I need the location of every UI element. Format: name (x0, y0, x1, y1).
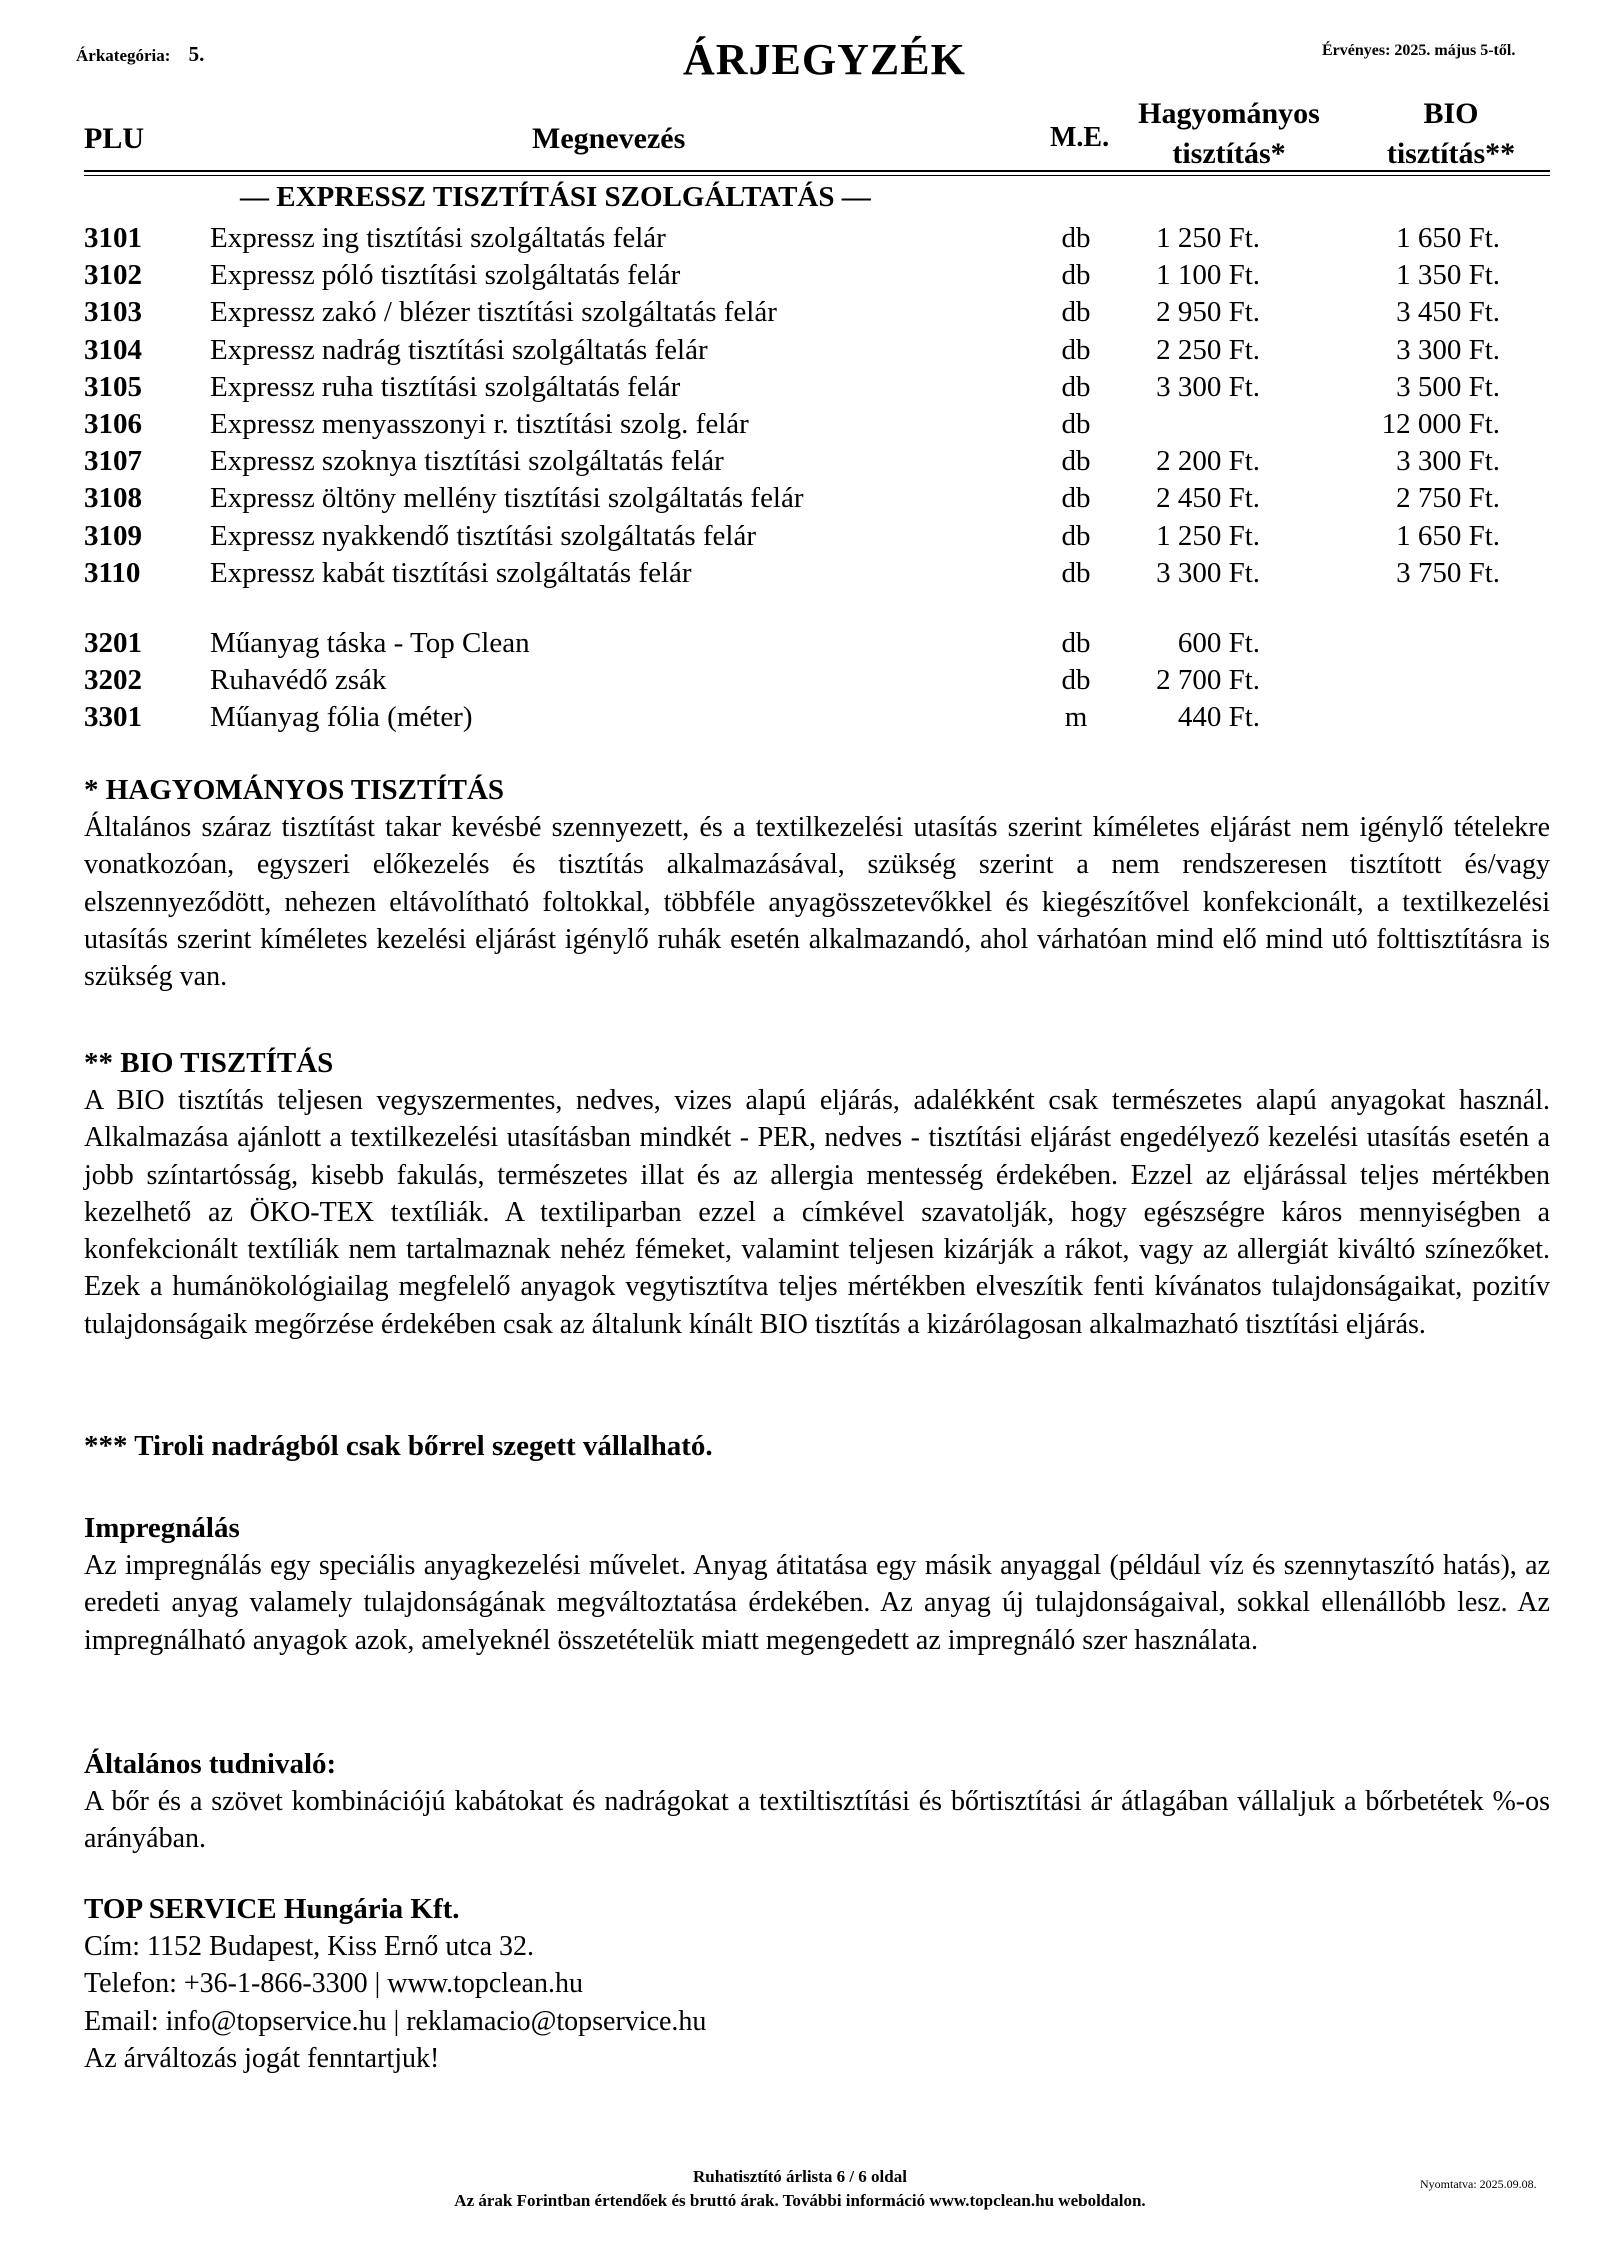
impregnation-text: Az impregnálás egy speciális anyagkezelési művelet. Anyag átitatása egy másik anyaggal (például víz és szennytaszító hatás), az eredeti anyag valamely tulajdonságának megváltoztatása érdekében. Az anyag új tulajdonságaival, sokkal ellenállóbb lesz. Az impregnálható anyagok azok, amelyeknél összetételük miatt megengedett az impregnáló szer használata. (84, 1550, 1550, 1656)
row-name: Expressz póló tisztítási szolgáltatás felár (210, 259, 681, 292)
traditional-note-title: * HAGYOMÁNYOS TISZTÍTÁS (84, 774, 505, 806)
row-name: Expressz zakó / blézer tisztítási szolgáltatás felár (210, 296, 777, 329)
bio-note-title: ** BIO TISZTÍTÁS (84, 1047, 334, 1079)
bio-note (84, 1045, 1550, 1343)
company-address: Cím: 1152 Budapest, Kiss Ernő utca 32. (84, 1931, 535, 1962)
company-email: Email: info@topservice.hu | reklamacio@topservice.hu (84, 2005, 707, 2037)
table-row (0, 257, 1600, 294)
row-name: Expressz menyasszonyi r. tisztítási szolg. felár (210, 407, 749, 440)
row-unit: db (1061, 519, 1091, 552)
price-table-accessories (0, 625, 1600, 737)
col-header-name: Megnevezés (532, 122, 686, 155)
row-bio-price: 1 650 Ft. (1396, 519, 1500, 552)
header-divider (84, 170, 1550, 172)
table-row (0, 662, 1600, 699)
col-header-bio-line2: tisztítás** (1386, 137, 1516, 170)
row-name: Expressz ing tisztítási szolgáltatás felár (210, 222, 666, 254)
traditional-note (84, 772, 1550, 995)
table-row (0, 369, 1600, 406)
row-plu: 3109 (84, 519, 142, 552)
general-title: Általános tudnivaló: (84, 1748, 337, 1780)
row-plu: 3105 (84, 370, 142, 403)
row-plu: 3103 (84, 296, 142, 329)
row-trad-price: 2 700 Ft. (1156, 664, 1260, 697)
row-unit: db (1061, 627, 1091, 659)
row-unit: db (1061, 222, 1091, 254)
table-row (0, 406, 1600, 443)
row-trad-price: 2 200 Ft. (1156, 445, 1260, 478)
row-bio-price: 3 450 Ft. (1396, 296, 1500, 329)
general-text: A bőr és a szövet kombinációjú kabátokat és nadrágokat a textiltisztítási és bőrtisztítási ár átlagában vállaljuk a bőrbetétek %-os arányában. (84, 1786, 1550, 1855)
row-name: Expressz ruha tisztítási szolgáltatás felár (210, 370, 681, 403)
price-category-label: Árkategória: (76, 46, 171, 65)
row-bio-price: 2 750 Ft. (1396, 482, 1500, 515)
bio-note-text: A BIO tisztítás teljesen vegyszermentes, nedves, vizes alapú eljárás, adalékként csak természetes alapú anyagokat használ. Alkalmazása ajánlott a textilkezelési utasításban mindkét - PER, nedves - tisztítási eljárást engedélyező kezelési utasítás esetén a jobb színtartósság, kisebb fakulás, természetes illat és az allergia mentesség érdekében. Ezzel az eljárással teljes mértékben kezelhető az ÖKO-TEX textíliák. A textiliparban ezzel a címkével szavatolják, hogy egészségre káros mennyiségben a konfekcionált textíliák nem tartalmaznak nehéz fémeket, valamint teljesen kizárják a rákot, vagy az allergiát kiváltó színezőket. Ezek a humánökológiailag megfelelő anyagok vegytisztítva teljes mértékben elveszítik fenti kívánatos tulajdonságaikat, pozitív tulajdonságaik megőrzése érdekében csak az általunk kínált BIO tisztítás a kizárólagosan alkalmazható tisztítási eljárás. (84, 1085, 1550, 1340)
row-name: Expressz szoknya tisztítási szolgáltatás felár (210, 445, 724, 478)
row-unit: db (1061, 259, 1091, 292)
row-trad-price: 2 950 Ft. (1156, 296, 1260, 329)
row-trad-price: 1 250 Ft. (1156, 222, 1260, 254)
row-bio-price: 3 750 Ft. (1396, 556, 1500, 589)
row-trad-price: 3 300 Ft. (1156, 556, 1260, 589)
row-bio-price: 1 650 Ft. (1396, 222, 1500, 254)
row-unit: db (1061, 556, 1091, 589)
row-plu: 3101 (84, 222, 142, 254)
table-row (0, 699, 1600, 736)
footer-info: Az árak Forintban értendőek és bruttó árak. További információ www.topclean.hu weboldalon. (454, 2191, 1146, 2210)
row-unit: db (1061, 407, 1091, 440)
row-trad-price: 1 250 Ft. (1156, 519, 1260, 552)
row-unit: db (1061, 445, 1091, 478)
row-unit: db (1061, 664, 1091, 697)
company-phone: Telefon: +36-1-866-3300 | www.topclean.hu (84, 1968, 583, 2000)
page-header (0, 0, 1600, 100)
row-trad-price: 440 Ft. (1177, 701, 1260, 734)
printed-date: Nyomtatva: 2025.09.08. (1420, 2177, 1537, 2191)
row-plu: 3106 (84, 407, 142, 440)
footer-page-number: Ruhatisztító árlista 6 / 6 oldal (693, 2167, 907, 2186)
row-trad-price: 600 Ft. (1177, 627, 1260, 659)
row-name: Műanyag táska - Top Clean (210, 627, 530, 659)
row-plu: 3110 (84, 556, 141, 589)
traditional-note-text: Általános száraz tisztítást takar kevésbé szennyezett, és a textilkezelési utasítás szerint kíméletes eljárást nem igénylő tételekre vonatkozóan, egyszeri előkezelés és tisztítás alkalmazásával, szükség szerint a nem rendszeresen tisztított és/vagy elszennyeződött, nehezen eltávolítható foltokkal, többféle anyagösszetevőkkel és kiegészítővel konfekcionált, a textilkezelési utasítás szerint kíméletes kezelési eljárást igénylő ruhák esetén alkalmazandó, ahol várhatóan mind elő mind utó folttisztításra is szükség van. (84, 812, 1550, 993)
row-bio-price: 1 350 Ft. (1396, 259, 1500, 292)
price-table-express (0, 220, 1600, 592)
col-header-bio-line1: BIO (1423, 97, 1479, 130)
row-name: Műanyag fólia (méter) (210, 701, 473, 734)
row-bio-price: 3 300 Ft. (1396, 333, 1500, 366)
col-header-unit: M.E. (1050, 122, 1110, 153)
table-row (0, 443, 1600, 480)
page-footer (300, 2165, 1300, 2213)
table-row (0, 332, 1600, 369)
table-row (0, 555, 1600, 592)
page-title: ÁRJEGYZÉK (683, 35, 966, 84)
row-name: Expressz nyakkendő tisztítási szolgáltatás felár (210, 519, 756, 552)
tirol-note: *** Tiroli nadrágból csak bőrrel szegett vállalható. (84, 1430, 713, 1462)
row-plu: 3102 (84, 259, 142, 292)
row-name: Expressz nadrág tisztítási szolgáltatás felár (210, 333, 708, 366)
row-trad-price: 1 100 Ft. (1156, 259, 1260, 292)
row-plu: 3104 (84, 333, 142, 366)
company-name: TOP SERVICE Hungária Kft. (84, 1893, 460, 1925)
price-category-value: 5. (188, 42, 205, 66)
row-bio-price: 3 300 Ft. (1396, 445, 1500, 478)
row-bio-price: 12 000 Ft. (1381, 407, 1500, 440)
table-row (0, 480, 1600, 517)
table-row (0, 518, 1600, 555)
row-trad-price: 2 250 Ft. (1156, 333, 1260, 366)
row-name: Ruhavédő zsák (210, 664, 387, 697)
col-header-plu: PLU (84, 122, 144, 155)
row-unit: db (1061, 370, 1091, 403)
row-name: Expressz öltöny mellény tisztítási szolgáltatás felár (210, 482, 804, 515)
row-unit: db (1061, 333, 1091, 366)
row-name: Expressz kabát tisztítási szolgáltatás felár (210, 556, 692, 589)
table-row (0, 220, 1600, 257)
price-category (76, 42, 204, 67)
impregnation-title: Impregnálás (84, 1512, 240, 1544)
row-unit: db (1061, 296, 1091, 329)
row-plu: 3301 (84, 701, 142, 734)
row-unit: db (1061, 482, 1091, 515)
table-row (0, 294, 1600, 331)
row-plu: 3108 (84, 482, 142, 515)
row-plu: 3202 (84, 664, 142, 697)
row-unit: m (1064, 701, 1088, 734)
row-plu: 3107 (84, 445, 142, 478)
col-header-bio (1356, 94, 1546, 174)
table-header (0, 90, 1600, 170)
row-plu: 3201 (84, 627, 142, 659)
col-header-traditional (1122, 94, 1336, 174)
table-row (0, 625, 1600, 662)
valid-from: Érvényes: 2025. május 5-től. (1322, 42, 1516, 59)
row-bio-price: 3 500 Ft. (1396, 370, 1500, 403)
col-header-traditional-line2: tisztítás* (1172, 137, 1286, 170)
price-change-notice: Az árváltozás jogát fenntartjuk! (84, 2042, 440, 2074)
row-trad-price: 2 450 Ft. (1156, 482, 1260, 515)
header-divider-thin (84, 175, 1550, 176)
col-header-traditional-line1: Hagyományos (1138, 97, 1320, 130)
row-trad-price: 3 300 Ft. (1156, 370, 1260, 403)
impregnation-note (84, 1510, 1550, 1659)
general-note (84, 1746, 1550, 1858)
company-info (84, 1891, 1550, 2077)
section-title: — EXPRESSZ TISZTÍTÁSI SZOLGÁLTATÁS — (240, 181, 871, 213)
